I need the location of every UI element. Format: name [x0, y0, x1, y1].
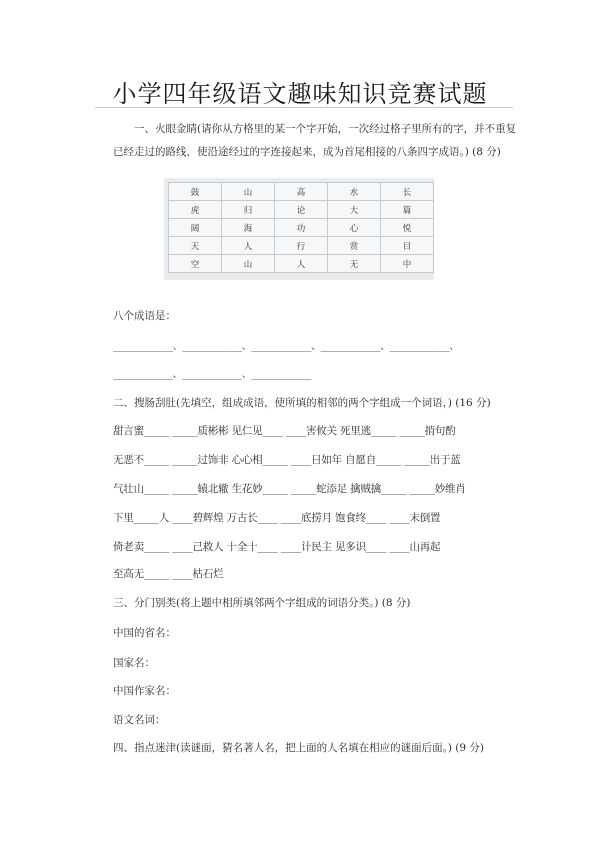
grid-row — [169, 237, 434, 255]
idiom-row[interactable]: 无恶不_____ _____过饰非 心心相_____ ____日如年 自愿自_____ _____出于蓝 — [113, 454, 461, 466]
answer-label: 八个成语是： — [113, 310, 176, 322]
character-grid — [168, 182, 434, 273]
grid-row — [169, 183, 434, 201]
idiom-row[interactable]: 气壮山_____ _____辕北辙 生花妙_____ _____蛇添足 擒贼擒_____ _____妙维肖 — [113, 483, 466, 495]
answer-blanks-row-1[interactable]: _____________、_____________、_____________、_____________、_____________、 — [113, 341, 459, 352]
idiom-row[interactable]: 下里_____人 ____碧辉煌 万古长____ ____底捞月 饱食终____ ____末倒置 — [113, 512, 441, 524]
grid-cell: 无 — [328, 255, 381, 273]
grid-cell: 人 — [275, 255, 328, 273]
grid-cell: 篇 — [381, 201, 434, 219]
section2-title: 二、搜肠刮肚(先填空，组成成语，使所填的相邻的两个字组成一个词语，) (16 分) — [113, 397, 491, 409]
grid-cell: 鼓 — [169, 183, 222, 201]
answer-blanks-row-2[interactable]: _____________、_____________、_____________ — [113, 369, 312, 380]
category-term-label: 语文名词： — [113, 714, 166, 726]
grid-row — [169, 255, 434, 273]
grid-cell: 阔 — [169, 219, 222, 237]
grid-row — [169, 201, 434, 219]
category-province-label: 中国的省名： — [113, 627, 176, 639]
grid-cell: 长 — [381, 183, 434, 201]
grid-cell: 论 — [275, 201, 328, 219]
category-country-label: 国家名： — [113, 657, 155, 669]
character-grid-image — [164, 178, 434, 280]
grid-cell: 空 — [169, 255, 222, 273]
section4-title: 四、指点迷津(读谜面，猜名著人名，把上面的人名填在相应的谜面后面。) (9 分) — [113, 742, 484, 754]
grid-cell: 心 — [328, 219, 381, 237]
idiom-row[interactable]: 甜言蜜_____ _____质彬彬 见仁见____ ____害攸关 死里逃_____ _____掯句酌 — [113, 425, 456, 437]
grid-cell: 虎 — [169, 201, 222, 219]
idiom-row[interactable]: 倚老卖_____ ____己救人 十全十____ ____计民主 见多识____ ____山再起 — [113, 541, 441, 553]
grid-cell: 高 — [275, 183, 328, 201]
grid-row — [169, 219, 434, 237]
grid-cell: 大 — [328, 201, 381, 219]
grid-cell: 功 — [275, 219, 328, 237]
section3-title: 三、分门别类(将上题中相所填邻两个字组成的词语分类。) (8 分) — [113, 597, 411, 609]
grid-cell: 天 — [169, 237, 222, 255]
grid-cell: 水 — [328, 183, 381, 201]
grid-cell: 行 — [275, 237, 328, 255]
grid-cell: 目 — [381, 237, 434, 255]
category-writer-label: 中国作家名： — [113, 685, 176, 697]
grid-cell: 中 — [381, 255, 434, 273]
grid-cell: 悦 — [381, 219, 434, 237]
grid-cell: 赏 — [328, 237, 381, 255]
grid-cell: 归 — [222, 201, 275, 219]
idiom-row[interactable]: 至高无_____ ____枯石烂 — [113, 568, 224, 580]
grid-cell: 山 — [222, 183, 275, 201]
title-underline — [95, 107, 513, 108]
grid-cell: 海 — [222, 219, 275, 237]
document-title: 小学四年级语文趣味知识竞赛试题 — [112, 80, 488, 108]
grid-cell: 人 — [222, 237, 275, 255]
grid-cell: 山 — [222, 255, 275, 273]
section1-instructions: 一、火眼金睛(请你从方格里的某一个字开始，一次经过格子里所有的字，并不重复已经走过的路线，使沿途经过的字连接起来，成为首尾相接的八条四字成语。) (8 分) — [113, 123, 517, 158]
